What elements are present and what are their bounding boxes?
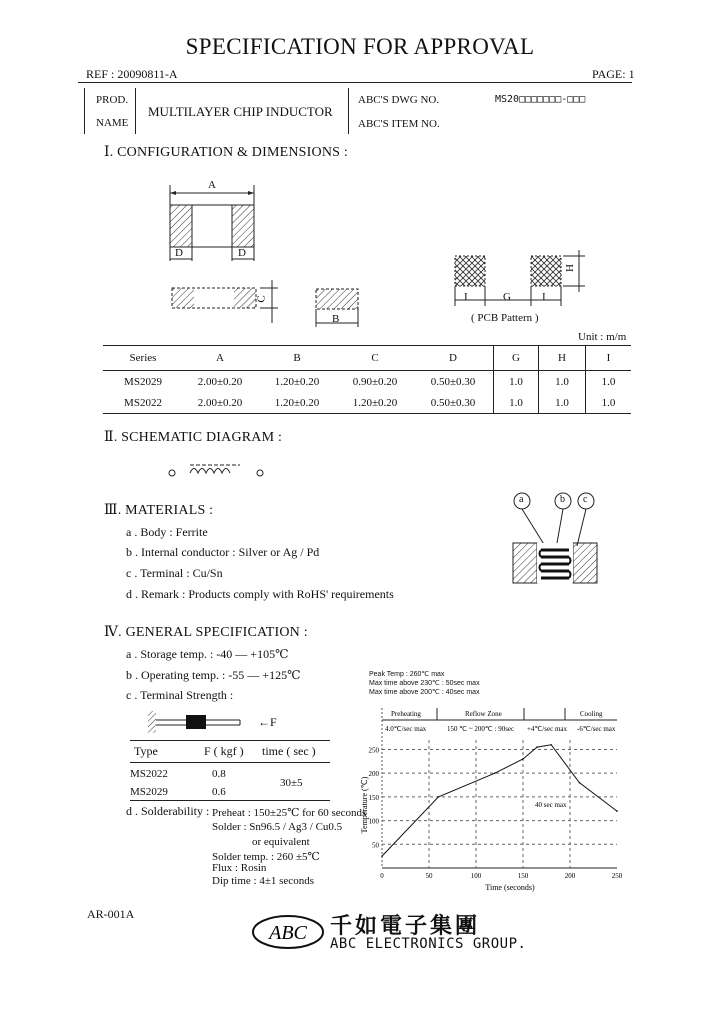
dim-label-a: A: [208, 179, 216, 191]
y-tick-label: 50: [372, 841, 379, 850]
form-number: AR-001A: [87, 907, 135, 921]
strength-row-type: MS2022: [130, 768, 168, 780]
col-header: C: [337, 346, 413, 371]
table-cell: 0.50±0.30: [430, 375, 476, 388]
reflow-profile-point: [579, 782, 581, 784]
col-header: A: [183, 346, 257, 371]
zone-label: Preheating: [391, 710, 421, 718]
company-name-english: ABC ELECTRONICS GROUP.: [330, 936, 527, 952]
strength-row-f: 0.6: [212, 786, 226, 798]
unit-label: Unit : m/m: [578, 331, 627, 343]
table-cell: 1.0: [586, 392, 632, 414]
company-logo: [250, 912, 326, 952]
schematic-symbol: [164, 460, 268, 484]
dimension-table: [103, 345, 631, 414]
dwg-value: MS20□□□□□□□-□□□: [495, 94, 586, 105]
reflow-note: Max time above 200℃ : 40sec max: [369, 689, 480, 696]
reflow-chart: [355, 700, 635, 895]
material-conductor: b . Internal conductor : Silver or Ag / Pd: [126, 545, 320, 559]
header-rule: [78, 82, 632, 83]
reflow-notes: [369, 670, 480, 697]
force-label: ←F: [258, 715, 277, 729]
reflow-profile-point: [616, 810, 618, 812]
reflow-profile-point: [438, 796, 440, 798]
page-number: PAGE: 1: [592, 67, 635, 81]
dim-label-d-left: D: [175, 247, 183, 259]
table-cell: 1.0: [494, 392, 539, 414]
ref-number: REF : 20090811-A: [86, 67, 178, 81]
material-remark: d . Remark : Products comply with RoHS' requirements: [126, 587, 394, 601]
strength-time: 30±5: [280, 777, 303, 789]
callout-a: a: [519, 494, 524, 505]
solderability-label: d . Solderability :: [126, 804, 210, 818]
pcb-label-i-left: I: [464, 291, 468, 303]
zone-label: Cooling: [580, 710, 603, 718]
x-tick-label: 50: [425, 872, 433, 880]
solder-line: Solder temp. : 260 ±5℃: [212, 851, 320, 863]
strength-header-time: time ( sec ): [262, 744, 316, 758]
section-1-title: Ⅰ. CONFIGURATION & DIMENSIONS :: [104, 145, 348, 160]
table-cell: 1.0: [586, 371, 632, 393]
table-cell: 1.0: [494, 371, 539, 393]
strength-table-mid-rule: [130, 762, 330, 763]
col-header: Series: [103, 346, 183, 371]
table-cell: 1.0: [539, 392, 586, 414]
x-tick-label: 100: [470, 872, 482, 880]
col-header: D: [413, 346, 494, 371]
name-label: NAME: [96, 117, 129, 129]
x-tick-label: 150: [517, 872, 529, 880]
zone-label: Reflow Zone: [465, 710, 502, 718]
operating-temp: b . Operating temp. : -55 — +125℃: [126, 668, 301, 682]
reflow-profile-point: [536, 746, 538, 748]
material-body: a . Body : Ferrite: [126, 525, 208, 539]
y-tick-label: 250: [368, 746, 379, 755]
reflow-profile-point: [550, 744, 552, 746]
company-name-chinese: 千如電子集團: [330, 914, 481, 939]
section-3-title: Ⅲ. MATERIALS :: [104, 503, 214, 518]
table-cell: MS2029: [124, 375, 162, 388]
strength-header-type: Type: [134, 744, 158, 758]
table-row: [103, 392, 631, 414]
pcb-label-g: G: [503, 291, 511, 303]
x-axis-label: Time (seconds): [485, 883, 535, 892]
table-cell: 1.0: [539, 371, 586, 393]
pcb-label-h: H: [563, 264, 576, 272]
reflow-profile-line: [382, 745, 617, 856]
callout-c: c: [583, 494, 588, 505]
zone-note: +4℃/sec max: [527, 725, 567, 733]
reflow-profile-point: [522, 758, 524, 760]
reflow-profile-point: [381, 855, 383, 857]
y-tick-label: 100: [368, 817, 379, 826]
strength-table-bottom-rule: [130, 800, 330, 801]
table-cell: 2.00±0.20: [197, 375, 243, 388]
dim-label-b: B: [332, 313, 340, 325]
y-axis-label: Temperature (℃): [360, 776, 369, 834]
dim-label-d-right: D: [238, 247, 246, 259]
logo-text: ABC: [269, 922, 307, 944]
strength-table-top-rule: [130, 740, 330, 741]
page-title: SPECIFICATION FOR APPROVAL: [185, 34, 535, 59]
zone-note: 4.0℃/sec max: [385, 725, 427, 733]
table-cell: 1.20±0.20: [274, 375, 320, 388]
terminal-strength: c . Terminal Strength :: [126, 688, 234, 702]
callout-b: b: [560, 494, 565, 505]
item-label: ABC'S ITEM NO.: [358, 118, 440, 130]
section-2-title: Ⅱ. SCHEMATIC DIAGRAM :: [104, 430, 283, 445]
table-cell: MS2022: [103, 392, 183, 414]
strength-header-f: F ( kgf ): [204, 744, 244, 758]
section-4-title: Ⅳ. GENERAL SPECIFICATION :: [104, 625, 308, 640]
col-header: B: [257, 346, 337, 371]
zone-note: 150 ℃ ~ 200℃ : 90sec: [447, 725, 515, 733]
pcb-label-i-right: I: [542, 291, 546, 303]
solder-line: Dip time : 4±1 seconds: [212, 875, 314, 887]
x-tick-label: 250: [611, 872, 623, 880]
x-tick-label: 200: [564, 872, 576, 880]
product-name: MULTILAYER CHIP INDUCTOR: [148, 104, 333, 119]
dim-label-c: C: [255, 295, 268, 303]
table-cell: 0.50±0.30: [413, 392, 494, 414]
strength-row-f: 0.8: [212, 768, 226, 780]
y-tick-label: 150: [368, 793, 379, 802]
table-cell: 1.20±0.20: [257, 392, 337, 414]
reflow-note: Max time above 230℃ : 50sec max: [369, 680, 480, 687]
chart-annotation: 40 sec max: [535, 801, 567, 809]
table-cell: 1.20±0.20: [337, 392, 413, 414]
reflow-profile-point: [494, 772, 496, 774]
x-tick-label: 0: [380, 872, 384, 880]
pcb-caption: ( PCB Pattern ): [471, 312, 539, 324]
dwg-label: ABC'S DWG NO.: [358, 94, 440, 106]
table-row: [103, 371, 631, 393]
storage-temp: a . Storage temp. : -40 — +105℃: [126, 647, 289, 661]
product-divider: [348, 88, 349, 134]
col-header: H: [539, 346, 586, 371]
table-cell: 0.90±0.20: [352, 375, 398, 388]
solder-line: Preheat : 150±25℃ for 60 seconds: [212, 807, 367, 819]
end-view-drawing: [310, 283, 370, 333]
solder-line: Flux : Rosin: [212, 862, 267, 874]
prod-label: PROD.: [96, 94, 129, 106]
zone-note: -6℃/sec max: [577, 725, 616, 733]
y-tick-label: 200: [368, 770, 379, 779]
col-header: I: [586, 346, 632, 371]
solder-line: Solder : Sn96.5 / Ag3 / Cu0.5: [212, 821, 343, 833]
reflow-note: Peak Temp : 260℃ max: [369, 671, 445, 678]
col-header: G: [494, 346, 539, 371]
material-terminal: c . Terminal : Cu/Sn: [126, 566, 223, 580]
terminal-strength-drawing: [144, 708, 254, 736]
table-cell: 2.00±0.20: [183, 392, 257, 414]
solder-line: or equivalent: [252, 836, 310, 848]
strength-row-type: MS2029: [130, 786, 168, 798]
